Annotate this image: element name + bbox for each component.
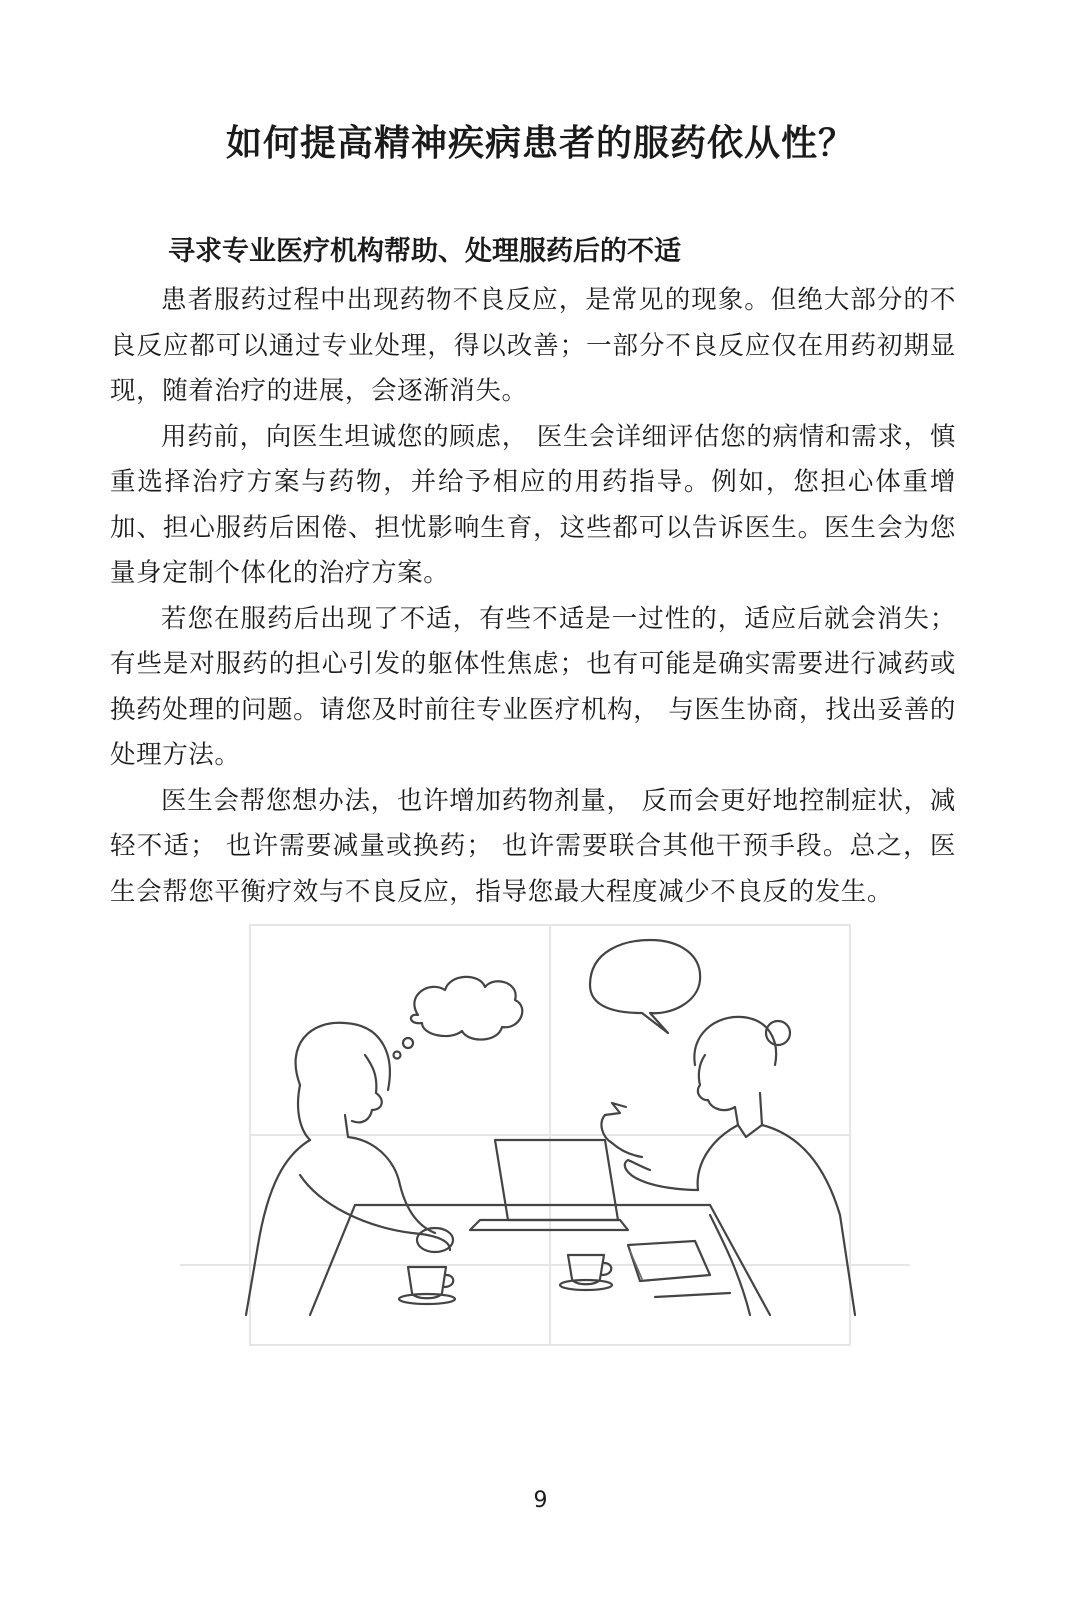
paragraph-3: 若您在服药后出现了不适，有些不适是一过性的，适应后就会消失；有些是对服药的担心引发的躯体性焦虑；也有可能是确实需要进行减药或换药处理的问题。请您及时前往专业医疗机构， 与医生协商，找出妥善的处理方法。: [110, 603, 956, 770]
background-window: [180, 925, 910, 1345]
paragraph-4: 医生会帮您想办法，也许增加药物剂量， 反而会更好地控制症状，减轻不适； 也许需要减量或换药； 也许需要联合其他干预手段。总之，医生会帮您平衡疗效与不良反应，指导您最大程度减少不良反的发生。: [110, 785, 956, 907]
page-title: 如何提高精神疾病患者的服药依从性？: [225, 123, 855, 164]
paragraph-1: 患者服药过程中出现药物不良反应，是常见的现象。但绝大部分的不良反应都可以通过专业处理，得以改善；一部分不良反应仅在用药初期显现，随着治疗的进展，会逐渐消失。: [110, 285, 956, 406]
patient-figure: [246, 1023, 453, 1315]
notebook: [628, 1241, 730, 1297]
thought-bubble: [394, 977, 523, 1059]
paragraph-2: 用药前，向医生坦诚您的顾虑， 医生会详细评估您的病情和需求，慎重选择治疗方案与药物，并给予相应的用药指导。例如，您担心体重增加、担心服药后困倦、担忧影响生育，这些都可以告诉医生。医生会为您量身定制个体化的治疗方案。: [110, 421, 956, 588]
consultation-illustration: [150, 915, 930, 1385]
patient-doctor-consultation-illustration: [150, 915, 930, 1385]
body-text: [110, 278, 956, 915]
speech-bubble: [590, 940, 700, 1033]
page-number: 9: [533, 1488, 548, 1513]
table: [310, 1205, 770, 1315]
section-heading: 寻求专业医疗机构帮助、处理服药后的不适: [168, 236, 681, 267]
doctor-figure: [601, 1017, 855, 1315]
patient-cup: [399, 1267, 455, 1304]
doctor-cup: [560, 1255, 612, 1290]
